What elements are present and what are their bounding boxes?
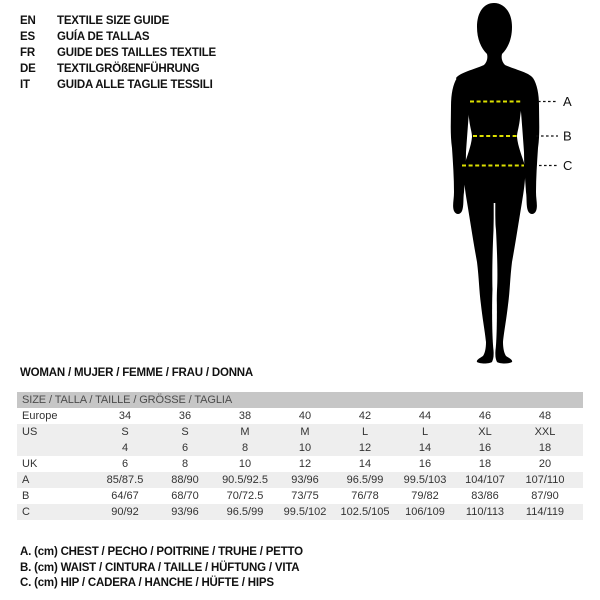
language-title: TEXTILGRÖßENFÜHRUNG	[57, 63, 200, 75]
size-cell: 42	[358, 410, 372, 422]
size-cell: 90/92	[111, 506, 139, 518]
size-cell: 14	[358, 458, 372, 470]
language-title: GUIDE DES TAILLES TEXTILE	[57, 47, 216, 59]
size-cell: 20	[538, 458, 552, 470]
size-cell: 10	[238, 458, 252, 470]
measure-labels	[563, 94, 572, 173]
size-cell: 18	[538, 442, 552, 454]
language-code: EN	[20, 15, 36, 27]
size-cell: 83/86	[471, 490, 499, 502]
row-label: B	[22, 490, 30, 502]
size-cell: 18	[478, 458, 492, 470]
calf-gap	[492, 270, 497, 354]
language-code: DE	[20, 63, 36, 75]
size-cell: L	[421, 426, 429, 438]
size-cell: XL	[478, 426, 492, 438]
section-title: WOMAN / MUJER / FEMME / FRAU / DONNA	[20, 367, 254, 379]
row-label: UK	[22, 458, 38, 470]
woman-silhouette	[451, 3, 540, 364]
size-cell: 99.5/103	[403, 474, 447, 486]
size-cell: 114/119	[525, 506, 565, 518]
size-cell: 79/82	[411, 490, 439, 502]
size-cell: 36	[178, 410, 192, 422]
size-cell: 8	[241, 442, 249, 454]
measure-label-c: C	[563, 158, 573, 173]
table-row	[17, 488, 583, 504]
size-table-rows	[17, 408, 583, 520]
size-table-header: SIZE / TALLA / TAILLE / GRÖSSE / TAGLIA	[17, 392, 583, 408]
language-code: IT	[20, 79, 30, 91]
language-title: TEXTILE SIZE GUIDE	[57, 15, 170, 27]
size-cell: L	[361, 426, 369, 438]
size-cell: 34	[118, 410, 132, 422]
language-title: GUIDA ALLE TAGLIE TESSILI	[57, 79, 213, 91]
measure-legend	[20, 545, 303, 592]
size-cell: 6	[121, 458, 129, 470]
size-cell: S	[181, 426, 189, 438]
size-cell: 6	[181, 442, 189, 454]
legend-line-waist: B. (cm) WAIST / CINTURA / TAILLE / HÜFTUNG / VITA	[20, 561, 300, 574]
size-cell: 87/90	[531, 490, 559, 502]
row-label: US	[22, 426, 38, 438]
row-label: Europe	[22, 410, 58, 422]
size-cell: 104/107	[465, 474, 505, 486]
size-cell: 76/78	[351, 490, 379, 502]
size-cell: 4	[121, 442, 129, 454]
size-cell: 40	[298, 410, 312, 422]
size-cell: 110/113	[465, 506, 505, 518]
row-label	[17, 440, 95, 456]
measure-label-b: B	[563, 128, 572, 144]
size-cell: 99.5/102	[283, 506, 327, 518]
row-label: C	[22, 506, 30, 518]
size-cell: 46	[478, 410, 492, 422]
table-row	[17, 408, 583, 424]
size-cell: XXL	[534, 426, 556, 438]
size-cell: 12	[358, 442, 372, 454]
size-cell: 38	[238, 410, 252, 422]
table-row	[17, 440, 583, 456]
size-cell: 85/87.5	[106, 474, 144, 486]
size-cell: 8	[181, 458, 189, 470]
size-cell: 96.5/99	[346, 474, 384, 486]
size-cell: 10	[298, 442, 312, 454]
size-cell: 48	[538, 410, 552, 422]
size-cell: 90.5/92.5	[222, 474, 268, 486]
measure-label-a: A	[563, 94, 572, 109]
size-cell: 96.5/99	[226, 506, 264, 518]
size-cell: 73/75	[291, 490, 319, 502]
table-row	[17, 424, 583, 440]
size-cell: 102.5/105	[340, 506, 390, 518]
legend-line-hip: C. (cm) HIP / CADERA / HANCHE / HÜFTE / HIPS	[20, 577, 274, 589]
size-cell: 64/67	[111, 490, 139, 502]
size-cell: M	[300, 426, 310, 438]
legend-line-chest: A. (cm) CHEST / PECHO / POITRINE / TRUHE / PETTO	[20, 546, 303, 558]
size-cell: 93/96	[171, 506, 199, 518]
size-table	[17, 392, 583, 520]
size-cell: M	[240, 426, 250, 438]
size-cell: 88/90	[171, 474, 199, 486]
silhouette-right-arm	[521, 78, 540, 214]
size-cell: 44	[418, 410, 432, 422]
table-row	[17, 456, 583, 472]
row-label: A	[22, 474, 30, 486]
size-cell: 107/110	[525, 474, 565, 486]
table-row	[17, 472, 583, 488]
table-row	[17, 504, 583, 520]
size-cell: 93/96	[291, 474, 319, 486]
language-title: GUÍA DE TALLAS	[57, 31, 150, 43]
size-cell: 68/70	[171, 490, 199, 502]
size-cell: 106/109	[405, 506, 445, 518]
size-cell: S	[121, 426, 129, 438]
size-cell: 12	[298, 458, 312, 470]
size-cell: 70/72.5	[226, 490, 264, 502]
language-code: FR	[20, 47, 35, 59]
size-cell: 16	[478, 442, 492, 454]
size-cell: 16	[418, 458, 432, 470]
size-cell: 14	[418, 442, 432, 454]
language-code: ES	[20, 31, 35, 43]
